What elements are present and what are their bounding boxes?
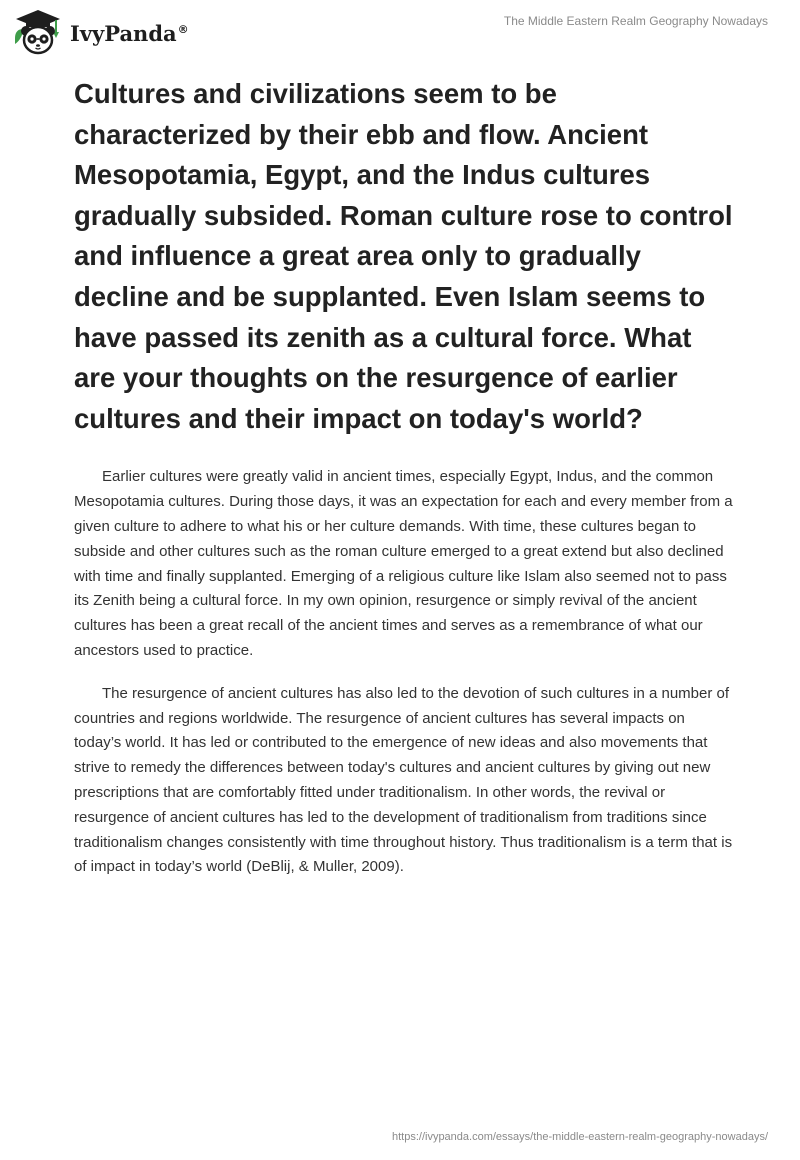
source-url[interactable]: https://ivypanda.com/essays/the-middle-eastern-realm-geography-nowadays/ <box>391 1131 768 1143</box>
registered-mark: ® <box>177 22 189 36</box>
panda-graduate-icon <box>12 8 64 56</box>
essay-question-heading: Cultures and civilizations seem to be characterized by their ebb and flow. Ancient Mesopotamia, Egypt, and the Indus cultures gradually subsided. Roman culture rose to control and influence a great area only to gradually decline and be supplanted. Even Islam seems to have passed its zenith as a cultural force. What are your thoughts on the resurgence of earlier cultures and their impact on today's world? <box>74 78 733 434</box>
essay-content <box>74 74 734 880</box>
document-title: The Middle Eastern Realm Geography Nowadays <box>503 14 768 28</box>
page-header <box>0 0 800 70</box>
brand-name <box>70 21 189 46</box>
brand-logo[interactable] <box>12 8 189 56</box>
essay-paragraph-2: The resurgence of ancient cultures has also led to the devotion of such cultures in a number of countries and regions worldwide. The resurgence of ancient cultures has several impacts on today’s world. It has led or contributed to the emergence of new ideas and also movements that strive to remedy the differences between today's cultures and ancient cultures by giving out new prescriptions that are comfortably fitted under traditionalism. In other words, the revival or resurgence of ancient cultures has led to the development of traditionalism from traditions since traditionalism changes consistently with time throughout history. Thus traditionalism is a term that is of impact in today’s world (DeBlij, & Muller, 2009). <box>74 684 733 876</box>
essay-paragraph-1: Earlier cultures were greatly valid in ancient times, especially Egypt, Indus, and the common Mesopotamia cultures. During those days, it was an expectation for each and every member from a given culture to adhere to what his or her culture demands. With time, these cultures began to subside and other cultures such as the roman culture emerged to a great extend but also declined with time and finally supplanted. Emerging of a religious culture like Islam also seemed not to pass its Zenith being a cultural force. In my own opinion, resurgence or simply revival of the ancient cultures has been a great recall of the ancient times and serves as a remembrance of what our ancestors used to practice. <box>74 468 733 659</box>
brand-name-text: IvyPanda <box>70 20 177 46</box>
